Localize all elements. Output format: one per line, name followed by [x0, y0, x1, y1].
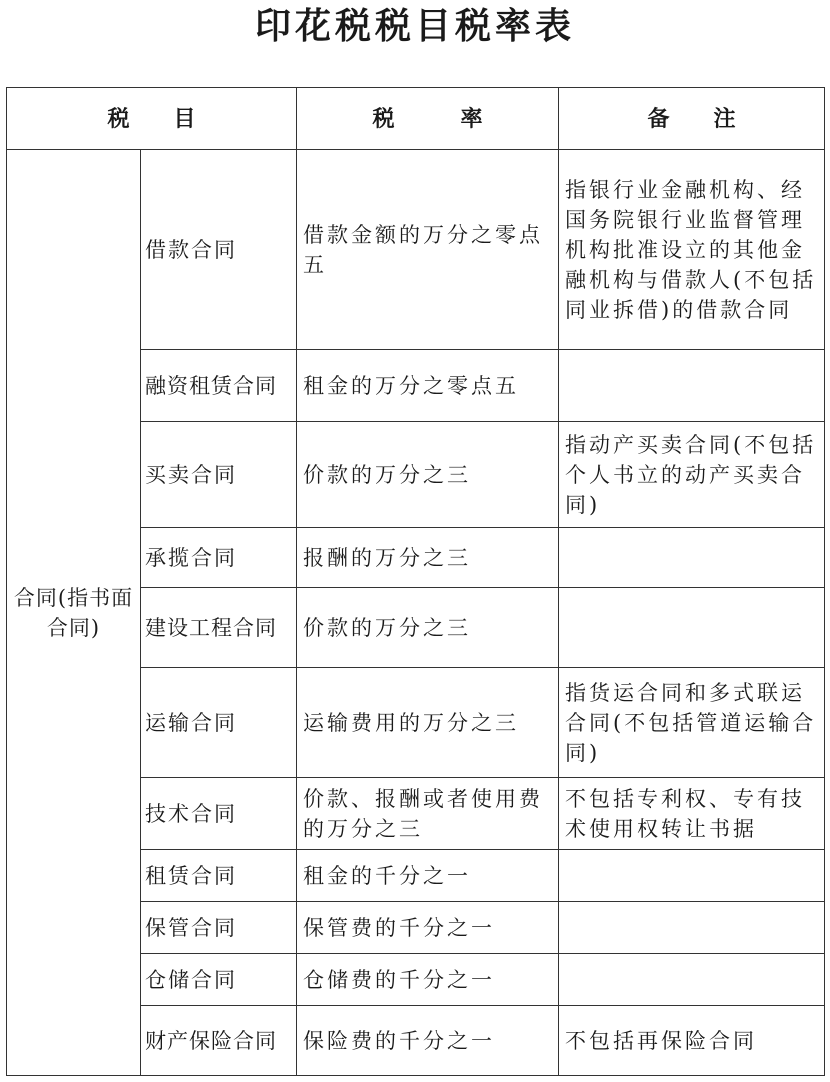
rate-cell: 价款的万分之三 — [297, 422, 559, 528]
item-cell: 建设工程合同 — [141, 588, 297, 668]
note-cell: 不包括专利权、专有技术使用权转让书据 — [559, 778, 825, 850]
table-header-row — [7, 88, 825, 150]
item-cell: 承揽合同 — [141, 528, 297, 588]
note-cell — [559, 850, 825, 902]
note-cell — [559, 588, 825, 668]
item-cell: 融资租赁合同 — [141, 350, 297, 422]
rate-cell: 价款的万分之三 — [297, 588, 559, 668]
rate-cell: 租金的千分之一 — [297, 850, 559, 902]
rate-cell: 租金的万分之零点五 — [297, 350, 559, 422]
tax-rate-table — [6, 87, 825, 1076]
note-cell: 指货运合同和多式联运合同(不包括管道运输合同) — [559, 668, 825, 778]
category-cell: 合同(指书面合同) — [7, 150, 141, 1076]
note-cell — [559, 954, 825, 1006]
note-cell — [559, 350, 825, 422]
header-note: 备 注 — [559, 88, 825, 150]
item-cell: 买卖合同 — [141, 422, 297, 528]
rate-cell: 保险费的千分之一 — [297, 1006, 559, 1076]
rate-cell: 借款金额的万分之零点五 — [297, 150, 559, 350]
item-cell: 技术合同 — [141, 778, 297, 850]
item-cell: 财产保险合同 — [141, 1006, 297, 1076]
table-row — [7, 150, 825, 350]
item-cell: 运输合同 — [141, 668, 297, 778]
item-cell: 仓储合同 — [141, 954, 297, 1006]
header-rate: 税 率 — [297, 88, 559, 150]
rate-cell: 保管费的千分之一 — [297, 902, 559, 954]
header-item: 税 目 — [7, 88, 297, 150]
item-cell: 保管合同 — [141, 902, 297, 954]
note-cell: 指银行业金融机构、经国务院银行业监督管理机构批准设立的其他金融机构与借款人(不包括同业拆借)的借款合同 — [559, 150, 825, 350]
rate-cell: 仓储费的千分之一 — [297, 954, 559, 1006]
note-cell: 指动产买卖合同(不包括个人书立的动产买卖合同) — [559, 422, 825, 528]
rate-cell: 价款、报酬或者使用费的万分之三 — [297, 778, 559, 850]
page-title: 印花税税目税率表 — [254, 5, 575, 47]
item-cell: 租赁合同 — [141, 850, 297, 902]
rate-cell: 运输费用的万分之三 — [297, 668, 559, 778]
rate-cell: 报酬的万分之三 — [297, 528, 559, 588]
item-cell: 借款合同 — [141, 150, 297, 350]
note-cell — [559, 902, 825, 954]
note-cell — [559, 528, 825, 588]
note-cell: 不包括再保险合同 — [559, 1006, 825, 1076]
